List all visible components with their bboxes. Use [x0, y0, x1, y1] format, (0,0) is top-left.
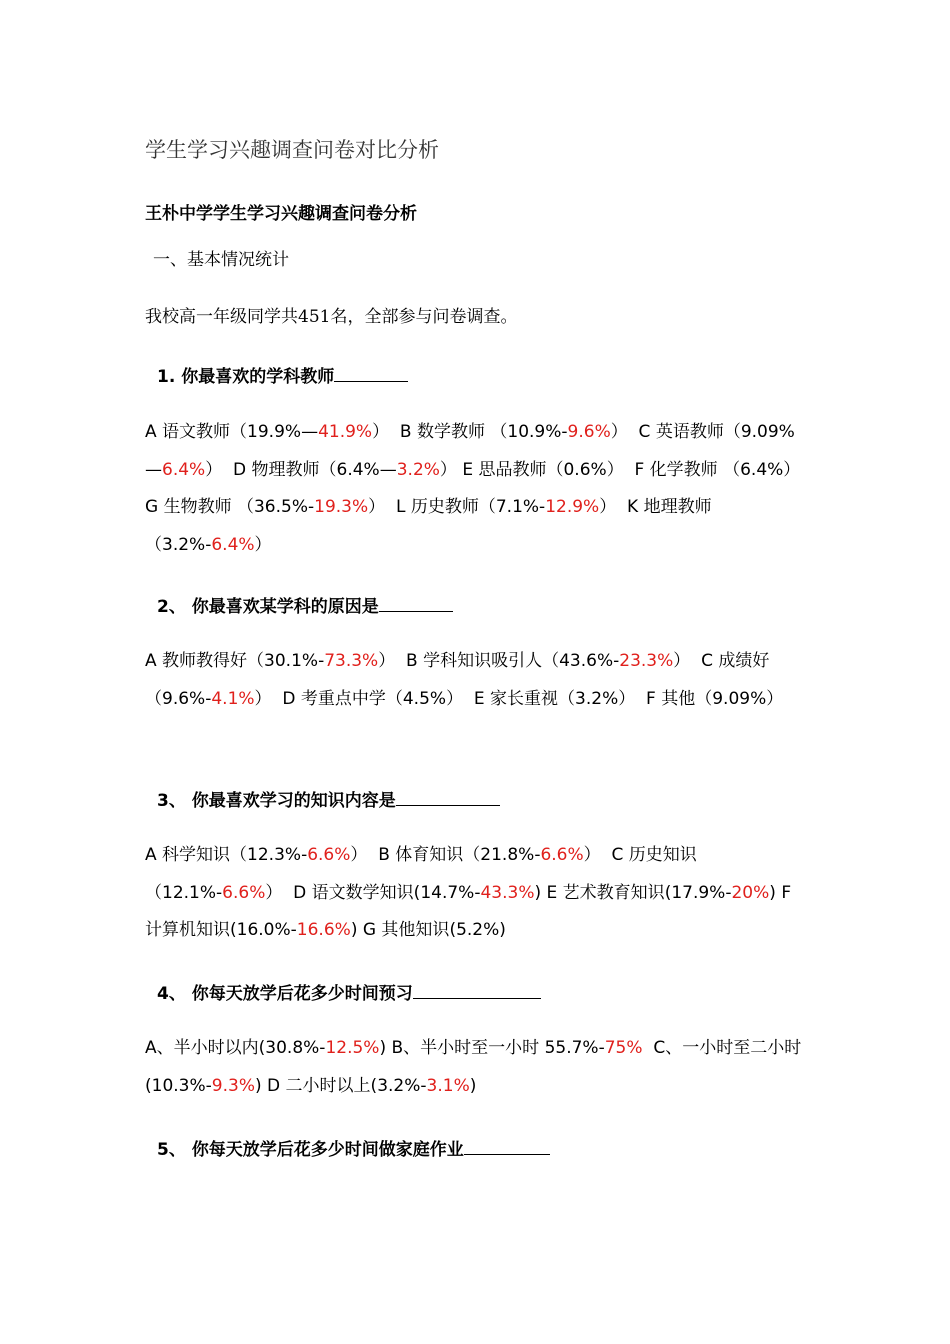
answer-options-1 [145, 414, 810, 564]
option-A: A 科学知识（12.3%-6.6%） [145, 845, 368, 865]
option-C: C 成绩好（9.6%-4.1%） [145, 651, 770, 709]
option-L: L 历史教师（7.1%-12.9%） [395, 497, 617, 517]
answer-blank [464, 1137, 550, 1155]
option-F: F 计算机知识(16.0%-16.6%) [145, 882, 792, 940]
answer-blank [413, 981, 541, 999]
option-E: E 思品教师（0.6%） [462, 459, 624, 480]
document-subtitle: 王朴中学学生学习兴趣调查问卷分析 [145, 204, 417, 224]
option-C: C 历史知识（12.1%-6.6%） [145, 845, 697, 903]
question-2 [157, 592, 453, 617]
option-F: F 化学教师 （6.4%） [634, 459, 801, 480]
option-C: C 英语教师（9.09%—6.4%） [145, 422, 795, 480]
option-A: A 教师教得好（30.1%-73.3%） [145, 651, 396, 671]
option-F: F 其他（9.09%） [646, 688, 784, 709]
option-B: B 学科知识吸引人（43.6%-23.3%） [406, 651, 691, 671]
option-A: A 语文教师（19.9%—41.9%） [145, 422, 390, 442]
option-D: D 二小时以上(3.2%-3.1%) [267, 1075, 477, 1096]
answer-blank [334, 364, 408, 382]
option-D: D 物理教师（6.4%—3.2%） [233, 459, 457, 480]
question-label: 3、 你最喜欢学习的知识内容是 [157, 791, 396, 811]
document-title: 学生学习兴趣调查问卷对比分析 [145, 138, 439, 162]
question-label: 1. 你最喜欢的学科教师 [157, 367, 335, 387]
option-A: A、半小时以内(30.8%-12.5%) [145, 1038, 387, 1058]
option-E: E 家长重视（3.2%） [473, 688, 636, 709]
option-D: D 语文数学知识(14.7%-43.3%) [293, 882, 542, 903]
question-1 [157, 362, 408, 387]
question-label: 5、 你每天放学后花多少时间做家庭作业 [157, 1140, 464, 1160]
question-4 [157, 979, 541, 1004]
question-label: 2、 你最喜欢某学科的原因是 [157, 597, 379, 617]
answer-blank [379, 594, 453, 612]
option-D: D 考重点中学（4.5%） [282, 688, 464, 709]
option-E: E 艺术教育知识(17.9%-20%) [546, 882, 776, 903]
question-label: 4、 你每天放学后花多少时间预习 [157, 984, 413, 1004]
option-K: K 地理教师（3.2%-6.4%） [145, 497, 712, 555]
answer-options-3 [145, 837, 810, 950]
option-G: G 其他知识(5.2%) [362, 920, 506, 940]
option-B: B 体育知识（21.8%-6.6%） [378, 845, 601, 865]
option-G: G 生物教师 （36.5%-19.3%） [145, 497, 386, 517]
question-5 [157, 1135, 550, 1160]
option-B: B、半小时至一小时 55.7%-75% [391, 1038, 643, 1058]
answer-options-4 [145, 1030, 810, 1105]
option-B: B 数学教师 （10.9%-9.6%） [399, 422, 628, 442]
answer-options-2 [145, 643, 810, 718]
question-3 [157, 786, 500, 811]
intro-paragraph: 我校高一年级同学共451名，全部参与问卷调查。 [145, 307, 518, 327]
answer-blank [396, 788, 500, 806]
option-C: C、一小时至二小时(10.3%-9.3%) [145, 1038, 802, 1096]
section-heading: 一、基本情况统计 [153, 250, 289, 270]
